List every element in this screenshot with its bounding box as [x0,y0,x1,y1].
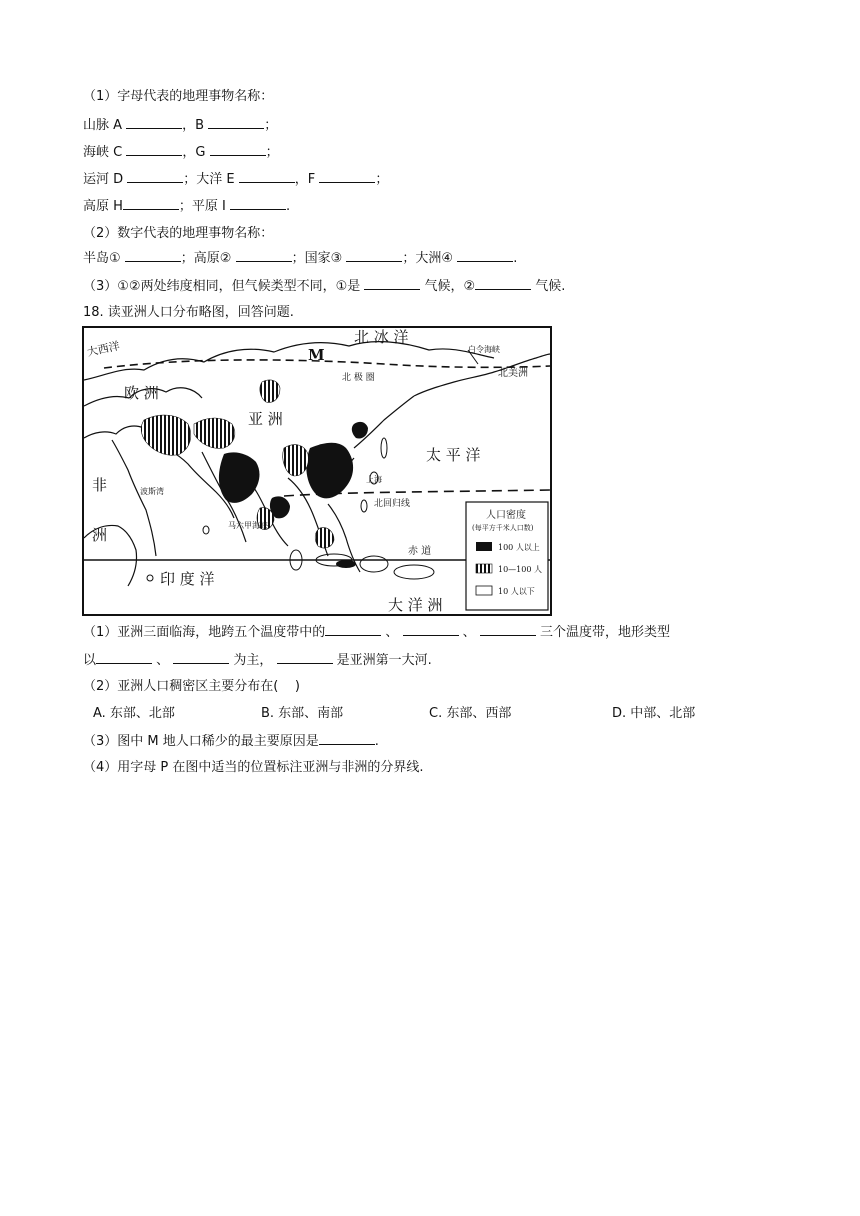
answer-blank-c[interactable] [126,144,182,156]
legend-subtitle: (每平方千米人口数) [472,524,534,532]
q17-mountains-line: 山脉 A ，B ； [83,118,278,133]
answer-blank-terrain-1[interactable] [96,652,152,664]
answer-blank-river[interactable] [277,652,333,664]
q18-part4: （4）用字母 P 在图中适当的位置标注亚洲与非洲的分界线. [83,760,424,775]
answer-blank-h[interactable] [123,198,179,210]
answer-blank-terrain-2[interactable] [173,652,229,664]
q17-plateau-line: 高原 H ；平原 I . [83,199,291,214]
legend-title: 人口密度 [486,510,526,521]
label-atlantic: 大西洋 [85,339,121,359]
label-north-america: 北美洲 [498,368,528,379]
legend-swatch-high [476,542,492,551]
answer-blank-i[interactable] [230,198,286,210]
legend-item-low: 10 人以下 [498,587,535,596]
label-africa-2: 洲 [92,526,108,544]
asia-population-map [82,326,552,616]
label-asia: 亚 洲 [248,410,283,428]
label-arctic-ocean: 北 冰 洋 [354,328,409,346]
q17-part3-line: （3）①②两处纬度相同，但气候类型不同，①是 气候，② 气候. [83,279,566,294]
answer-blank-zone-3[interactable] [480,624,536,636]
answer-blank-a[interactable] [126,117,182,129]
label-arctic-circle: 北 极 圈 [342,373,375,383]
label-oceania: 大 洋 洲 [388,596,443,614]
legend-item-medium: 10—100 人 [498,565,542,574]
option-c[interactable]: C. 东部、西部 [429,706,512,721]
q18-part1b-line: 以 、 为主， 是亚洲第一大河. [83,653,432,668]
answer-blank-zone-1[interactable] [325,624,381,636]
label-tropic-of-cancer: 北回归线 [374,499,411,509]
q17-part2-title: （2）数字代表的地理事物名称： [83,226,274,241]
answer-blank-zone-2[interactable] [403,624,459,636]
map-figure [84,328,550,614]
legend-swatch-medium [476,564,492,573]
answer-blank-e[interactable] [239,171,295,183]
answer-blank-d[interactable] [127,171,183,183]
option-a[interactable]: A. 东部、北部 [93,706,175,721]
legend-swatch-low [476,586,492,595]
map-legend [466,502,548,610]
legend-item-high: 100 人以上 [498,543,540,552]
answer-blank-reason[interactable] [319,733,375,745]
answer-blank-climate-1[interactable] [364,278,420,290]
option-d[interactable]: D. 中部、北部 [612,706,696,721]
answer-blank-f[interactable] [319,171,375,183]
label-europe: 欧 洲 [124,384,159,402]
q17-part1-title: （1）字母代表的地理事物名称： [83,89,274,104]
label-malacca-strait: 马六甲海峡 [228,521,268,530]
answer-blank-b[interactable] [208,117,264,129]
q18-part3-line: （3）图中 M 地人口稀少的最主要原因是 . [83,734,379,749]
answer-blank-climate-2[interactable] [475,278,531,290]
label-equator: 赤 道 [408,546,432,557]
option-b[interactable]: B. 东部、南部 [261,706,344,721]
label-shanghai: 上海 [366,475,382,484]
answer-blank-g[interactable] [210,144,266,156]
label-indian-ocean: 印 度 洋 [160,570,215,588]
label-persian-gulf: 波斯湾 [140,487,164,496]
q17-canal-line: 运河 D ；大洋 E ，F ； [83,172,389,187]
q17-straits-line: 海峡 C ，G ； [83,145,279,160]
answer-blank-2[interactable] [236,250,292,262]
q18-title: 18. 读亚洲人口分布略图，回答问题. [83,305,294,320]
answer-blank-3[interactable] [346,250,402,262]
label-m: M [308,346,325,364]
label-africa-1: 非 [92,476,108,494]
q18-part1-line: （1）亚洲三面临海，地跨五个温度带中的 、 、 三个温度带，地形类型 [83,625,670,640]
q17-numbers-line: 半岛① ；高原② ；国家③ ；大洲④ . [83,251,518,266]
q18-part2: （2）亚洲人口稠密区主要分布在( ) [83,679,300,694]
answer-blank-4[interactable] [457,250,513,262]
label-bering-strait: 白令海峡 [468,345,500,354]
label-pacific: 太 平 洋 [426,446,481,464]
answer-blank-1[interactable] [125,250,181,262]
